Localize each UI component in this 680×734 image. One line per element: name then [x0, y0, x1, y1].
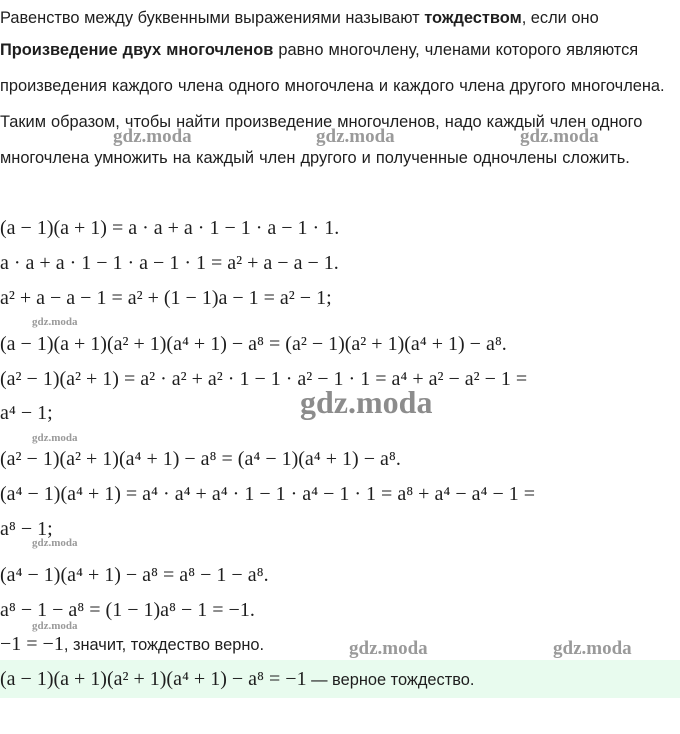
- term-identity: тождеством: [424, 9, 522, 27]
- math-line: a⁴ − 1;: [0, 402, 53, 424]
- intro-text: Равенство между буквенными выражениями называют: [0, 9, 425, 27]
- watermark: gdz.moda: [32, 537, 78, 549]
- watermark: gdz.moda: [316, 126, 395, 147]
- final-answer-line: [0, 665, 474, 694]
- term-polynomial-product: Произведение двух многочленов: [0, 41, 274, 59]
- watermark: gdz.moda: [520, 126, 599, 147]
- math-line: a² + a − a − 1 = a² + (1 − 1)a − 1 = a² − 1;: [0, 287, 332, 309]
- conclusion-line: [0, 630, 264, 659]
- intro-text: , если оно: [521, 9, 599, 27]
- conclusion-text: , значит, тождество верно.: [63, 636, 265, 654]
- math-line: (a² − 1)(a² + 1) = a² · a² + a² · 1 − 1 · a² − 1 · 1 = a⁴ + a² − a² − 1 =: [0, 368, 528, 390]
- watermark: gdz.moda: [553, 638, 632, 659]
- intro-line-1: [0, 0, 680, 36]
- watermark: gdz.moda: [32, 316, 78, 328]
- intro-text: равно многочлену, членами которого являются произведения каждого члена одного многочлена и каждого члена другого многочлена. Таким образом, чтобы найти произведение многочленов, надо каждый член одного многочлена умножить на каждый член другого и полученные одночлены сложить.: [0, 41, 665, 167]
- math-line: (a² − 1)(a² + 1)(a⁴ + 1) − a⁸ = (a⁴ − 1)(a⁴ + 1) − a⁸.: [0, 448, 401, 470]
- final-math: (a − 1)(a + 1)(a² + 1)(a⁴ + 1) − a⁸ = −1: [0, 668, 307, 690]
- watermark: gdz.moda: [349, 638, 428, 659]
- watermark: gdz.moda: [32, 432, 78, 444]
- math-line: a⁸ − 1 − a⁸ = (1 − 1)a⁸ − 1 = −1.: [0, 599, 255, 621]
- final-text: — верное тождество.: [306, 671, 475, 689]
- math-line: a⁸ − 1;: [0, 518, 53, 540]
- math-line: a · a + a · 1 − 1 · a − 1 · 1 = a² + a − a − 1.: [0, 252, 339, 274]
- watermark: gdz.moda: [300, 384, 433, 420]
- watermark: gdz.moda: [113, 126, 192, 147]
- math-line: (a − 1)(a + 1)(a² + 1)(a⁴ + 1) − a⁸ = (a² − 1)(a² + 1)(a⁴ + 1) − a⁸.: [0, 333, 507, 355]
- watermark: gdz.moda: [32, 620, 78, 632]
- math-line: (a⁴ − 1)(a⁴ + 1) = a⁴ · a⁴ + a⁴ · 1 − 1 · a⁴ − 1 · 1 = a⁸ + a⁴ − a⁴ − 1 =: [0, 483, 535, 505]
- math-line: (a − 1)(a + 1) = a · a + a · 1 − 1 · a − 1 · 1.: [0, 217, 340, 239]
- intro-paragraph-2: [0, 32, 680, 176]
- conclusion-math: −1 = −1: [0, 633, 64, 655]
- math-line: (a⁴ − 1)(a⁴ + 1) − a⁸ = a⁸ − 1 − a⁸.: [0, 564, 269, 586]
